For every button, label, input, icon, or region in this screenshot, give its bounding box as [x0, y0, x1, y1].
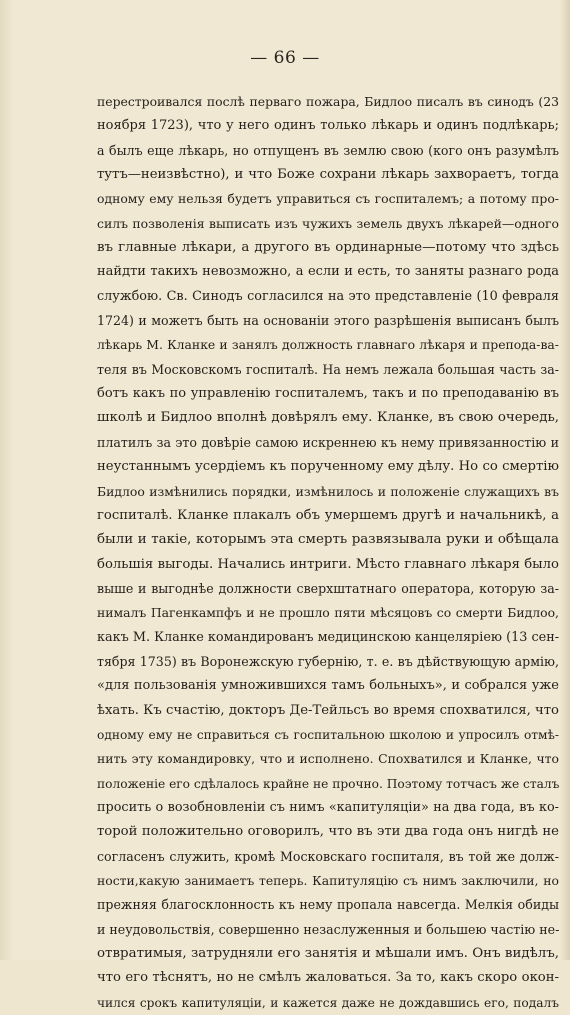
- text-line: ѣхать. Къ счастію, докторъ Де-Тейльсъ во время спохватился, что: [97, 702, 559, 718]
- text-line: чился срокъ капитуляціи, и кажется даже не дождавшись его, подалъ: [97, 995, 559, 1010]
- text-line: просить о возобновленіи съ нимъ «капитуляціи» на два года, въ ко-: [97, 799, 559, 815]
- text-line: положеніе его сдѣлалось крайне не прочно. Поэтому тотчасъ же сталъ: [97, 776, 559, 791]
- text-line: въ главные лѣкари, а другого въ ординарные—потому что здѣсь: [97, 240, 559, 256]
- text-line: перестроивался послѣ перваго пожара, Бидлоо писалъ въ синодъ (23: [97, 94, 559, 109]
- text-line: теля въ Московскомъ госпиталѣ. На немъ лежала большая часть за-: [97, 361, 559, 377]
- text-line: неустаннымъ усердіемъ къ порученному ему дѣлу. Но со смертію: [97, 459, 559, 475]
- text-line: ности,какую занимаетъ теперь. Капитуляцію съ нимъ заключили, но: [97, 873, 559, 888]
- text-line: лѣкарь М. Кланке и занялъ должность главнаго лѣкаря и препода-ва-: [97, 337, 559, 353]
- text-line: госпиталѣ. Кланке плакалъ объ умершемъ другѣ и начальникѣ, а: [97, 507, 559, 523]
- text-line: одному ему нельзя будетъ управиться съ госпиталемъ; а потому про-: [97, 191, 559, 207]
- text-line: ботъ какъ по управленію госпиталемъ, такъ и по преподаванію въ: [97, 386, 559, 402]
- text-line: 1724) и можетъ быть на основаніи этого разрѣшенія выписанъ былъ: [97, 313, 559, 329]
- text-line: службою. Св. Синодъ согласился на это представленіе (10 февраля: [97, 288, 559, 304]
- text-line: ноября 1723), что у него одинъ только лѣкарь и одинъ подлѣкарь;: [97, 118, 559, 134]
- page-number: — 66 —: [250, 48, 320, 68]
- text-line: торой положительно оговорилъ, что въ эти два года онъ нигдѣ не: [97, 824, 559, 840]
- text-line: были и такіе, которымъ эта смерть развязывала руки и обѣщала: [97, 532, 559, 548]
- text-line: школѣ и Бидлоо вполнѣ довѣрялъ ему. Кланке, въ свою очередь,: [97, 410, 559, 426]
- text-line: силъ позволенія выписать изъ чужихъ земель двухъ лѣкарей—одного: [97, 215, 559, 231]
- text-line: одному ему не справиться съ госпитальною школою и упросилъ отмѣ-: [97, 727, 559, 742]
- text-line: и неудовольствія, совершенно незаслуженныя и большею частію не-: [97, 921, 559, 937]
- text-line: что его тѣснятъ, но не смѣлъ жаловаться. За то, какъ скоро окон-: [97, 970, 559, 986]
- text-line: выше и выгоднѣе должности сверхштатнаго оператора, которую за-: [97, 580, 559, 596]
- text-line: тября 1735) въ Воронежскую губернію, т. е. въ дѣйствующую армію,: [97, 653, 559, 669]
- text-line: Бидлоо измѣнились порядки, измѣнилось и положеніе служащихъ въ: [97, 483, 559, 499]
- text-line: согласенъ служить, кромѣ Московскаго госпиталя, въ той же долж-: [97, 848, 559, 864]
- body-text: [97, 90, 559, 1015]
- text-line: найдти такихъ невозможно, а если и есть, то заняты разнаго рода: [97, 264, 559, 280]
- text-line: «для пользованія умножившихся тамъ больныхъ», и собрался уже: [97, 678, 559, 694]
- text-line: большія выгоды. Начались интриги. Мѣсто главнаго лѣкаря было: [97, 556, 559, 572]
- text-line: а былъ еще лѣкарь, но отпущенъ въ землю свою (кого онъ разумѣлъ: [97, 142, 559, 158]
- text-line: нималъ Пагенкампфъ и не прошло пяти мѣсяцовъ со смерти Бидлоо,: [97, 605, 559, 621]
- text-line: платилъ за это довѣріе самою искреннею къ нему привязанностію и: [97, 434, 559, 450]
- text-line: нить эту командировку, что и исполнено. Спохватился и Кланке, что: [97, 751, 559, 767]
- text-line: отвратимыя, затрудняли его занятія и мѣшали имъ. Онъ видѣлъ,: [97, 946, 559, 962]
- text-line: тутъ—неизвѣстно), и что Боже сохрани лѣкарь захвораетъ, тогда: [97, 167, 559, 183]
- text-line: прежняя благосклонность къ нему пропала навсегда. Мелкія обиды: [97, 897, 559, 913]
- text-line: какъ М. Кланке командированъ медицинскою канцеляріею (13 сен-: [97, 629, 559, 645]
